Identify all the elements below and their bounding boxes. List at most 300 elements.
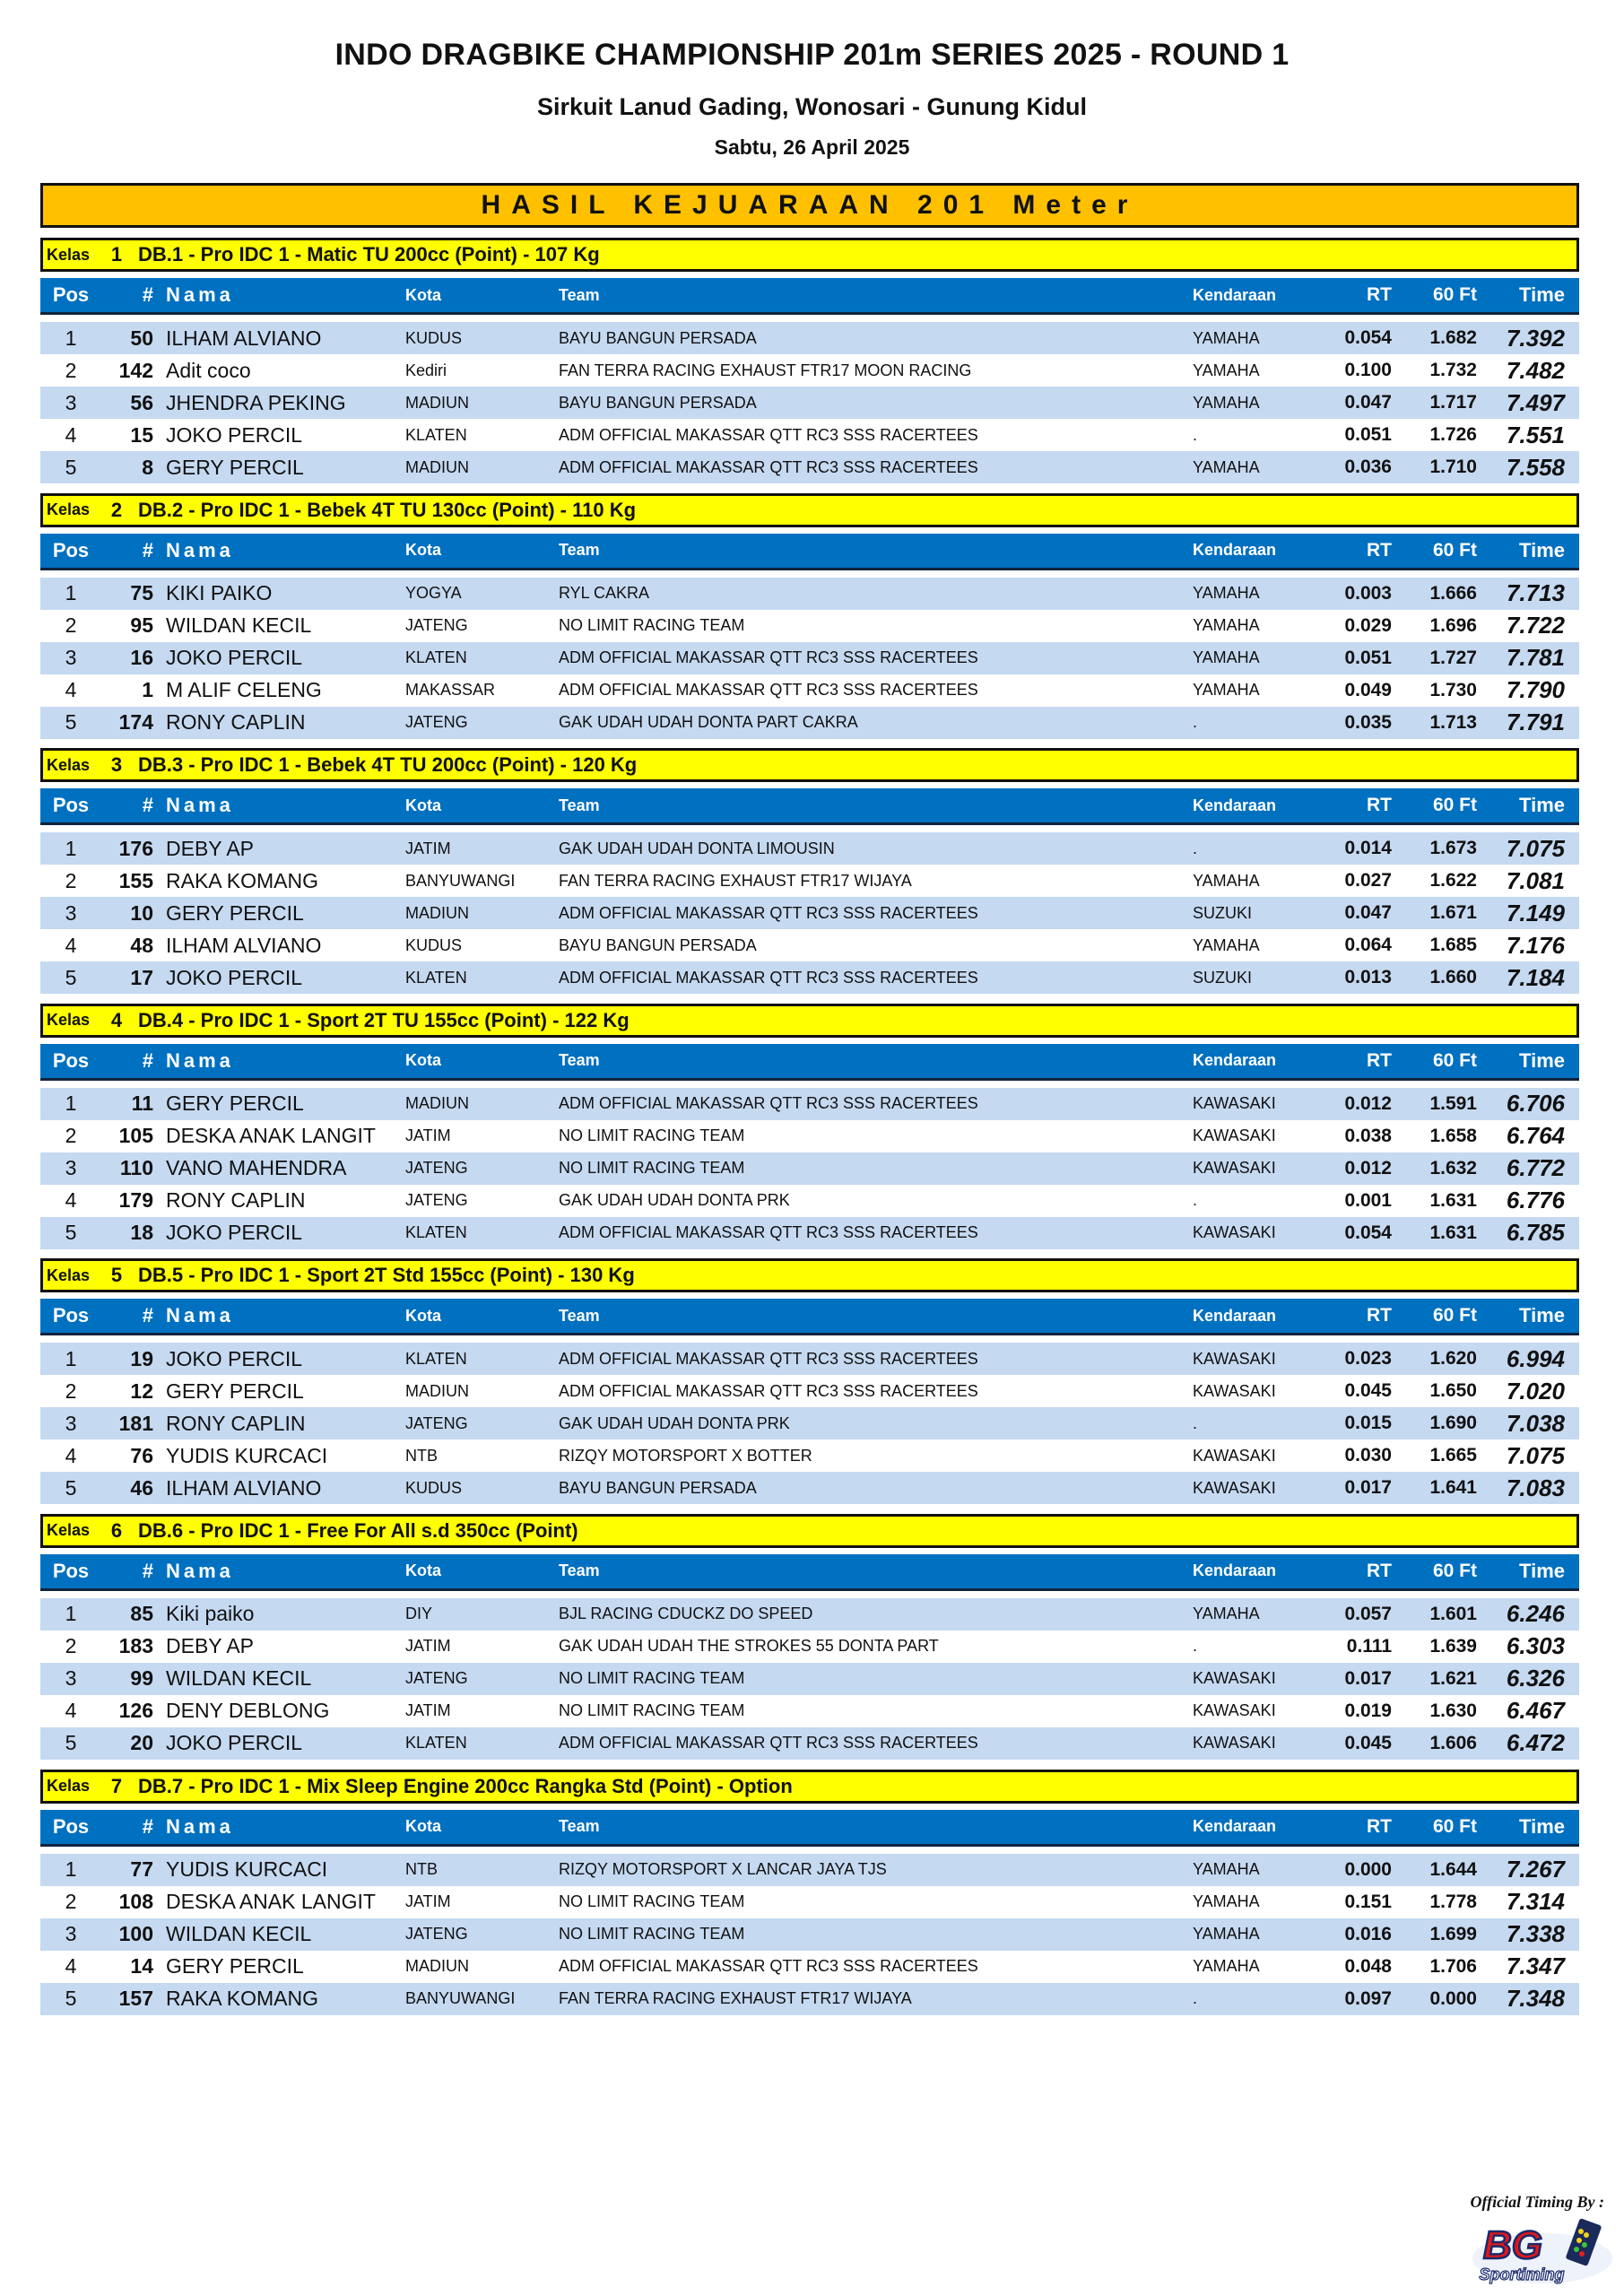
col-pos: Pos: [52, 538, 90, 561]
result-row: [40, 322, 1579, 354]
cell-time: 7.149: [1506, 899, 1565, 926]
cell-60ft: 1.601: [1429, 1603, 1477, 1624]
cell-number: 105: [118, 1124, 153, 1148]
kelas-label: Kelas: [47, 755, 91, 774]
cell-time: 6.326: [1506, 1665, 1565, 1692]
cell-kendaraan: .: [1193, 1191, 1198, 1210]
cell-name: RONY CAPLIN: [166, 1411, 306, 1435]
col-number: #: [142, 1559, 153, 1582]
cell-kota: YOGYA: [405, 584, 462, 603]
col-time: Time: [1519, 1048, 1565, 1072]
cell-kendaraan: YAMAHA: [1193, 584, 1260, 603]
cell-pos: 3: [65, 390, 77, 414]
cell-kota: NTB: [405, 1446, 438, 1465]
cell-team: NO LIMIT RACING TEAM: [559, 1669, 745, 1688]
cell-kendaraan: KAWASAKI: [1193, 1381, 1276, 1400]
class-title-bar: [40, 238, 1579, 272]
cell-time: 7.338: [1506, 1920, 1565, 1948]
result-row: [40, 1375, 1579, 1407]
result-row: [40, 1152, 1579, 1185]
result-rows: [40, 1343, 1579, 1504]
result-row: [40, 674, 1579, 707]
cell-time: 6.303: [1506, 1632, 1565, 1660]
cell-kota: DIY: [405, 1605, 433, 1623]
cell-number: 46: [130, 1475, 153, 1500]
cell-60ft: 1.639: [1429, 1635, 1477, 1657]
result-row: [40, 1343, 1579, 1375]
class-number: 1: [110, 243, 123, 265]
result-row: [40, 610, 1579, 642]
cell-kota: JATIM: [405, 1892, 451, 1911]
cell-time: 7.267: [1506, 1856, 1565, 1883]
cell-pos: 5: [65, 965, 77, 989]
class-title-bar: [40, 493, 1579, 527]
class-number: 5: [110, 1264, 123, 1287]
cell-number: 85: [130, 1602, 153, 1626]
cell-name: JOKO PERCIL: [166, 422, 303, 447]
cell-60ft: 1.732: [1429, 360, 1477, 380]
cell-kendaraan: KAWASAKI: [1193, 1159, 1276, 1178]
cell-time: 7.081: [1506, 866, 1565, 894]
results-sections: [40, 238, 1579, 2024]
cell-name: KIKI PAIKO: [166, 581, 273, 605]
cell-team: GAK UDAH UDAH THE STROKES 55 DONTA PART: [559, 1637, 939, 1656]
cell-pos: 5: [65, 710, 77, 735]
class-number: 3: [110, 753, 123, 777]
result-row: [40, 707, 1579, 739]
cell-60ft: 1.682: [1429, 327, 1477, 348]
cell-number: 157: [118, 1987, 153, 2011]
class-title-bar: [40, 748, 1579, 782]
col-kota: Kota: [405, 1561, 441, 1580]
cell-60ft: 1.632: [1429, 1157, 1477, 1178]
cell-kendaraan: YAMAHA: [1193, 871, 1260, 890]
cell-rt: 0.019: [1344, 1700, 1392, 1721]
cell-team: ADM OFFICIAL MAKASSAR QTT RC3 SSS RACERTEES: [559, 457, 978, 476]
cell-number: 181: [118, 1411, 153, 1435]
cell-name: DEBY AP: [166, 836, 255, 860]
cell-60ft: 1.644: [1429, 1858, 1477, 1880]
cell-team: ADM OFFICIAL MAKASSAR QTT RC3 SSS RACERTEES: [559, 425, 978, 444]
cell-pos: 3: [65, 1411, 77, 1435]
cell-team: NO LIMIT RACING TEAM: [559, 1126, 745, 1145]
col-number: #: [142, 794, 153, 817]
cell-number: 20: [130, 1731, 153, 1755]
cell-pos: 4: [65, 933, 77, 957]
cell-60ft: 1.727: [1429, 647, 1477, 668]
cell-name: DESKA ANAK LANGIT: [166, 1890, 376, 1914]
cell-60ft: 1.699: [1429, 1923, 1477, 1944]
cell-team: NO LIMIT RACING TEAM: [559, 1701, 745, 1720]
col-team: Team: [559, 1561, 600, 1580]
cell-number: 48: [130, 933, 153, 957]
cell-60ft: 1.778: [1429, 1891, 1477, 1912]
result-row: [40, 1886, 1579, 1918]
cell-pos: 4: [65, 1188, 77, 1213]
cell-name: M ALIF CELENG: [166, 678, 322, 702]
result-row: [40, 642, 1579, 674]
col-time: Time: [1519, 794, 1565, 817]
class-number: 4: [110, 1008, 123, 1031]
cell-number: 75: [130, 581, 153, 605]
cell-team: BAYU BANGUN PERSADA: [559, 328, 757, 347]
cell-rt: 0.038: [1344, 1125, 1392, 1146]
cell-kota: JATENG: [405, 616, 468, 635]
cell-60ft: 1.620: [1429, 1348, 1477, 1370]
cell-pos: 1: [65, 1346, 77, 1370]
cell-time: 7.497: [1506, 388, 1565, 416]
cell-time: 7.347: [1506, 1952, 1565, 1980]
cell-60ft: 1.696: [1429, 614, 1477, 636]
cell-rt: 0.051: [1344, 424, 1392, 445]
cell-number: 17: [130, 965, 153, 989]
cell-time: 6.764: [1506, 1122, 1565, 1150]
col-time: Time: [1519, 538, 1565, 561]
cell-name: JOKO PERCIL: [166, 646, 303, 670]
col-number: #: [142, 1814, 153, 1838]
class-section-7: [40, 1770, 1579, 2025]
col-number: #: [142, 1304, 153, 1327]
cell-kendaraan: .: [1193, 1413, 1198, 1432]
cell-time: 7.790: [1506, 676, 1565, 704]
cell-number: 50: [130, 326, 153, 350]
cell-name: Kiki paiko: [166, 1602, 255, 1626]
cell-pos: 1: [65, 1857, 77, 1882]
result-row: [40, 419, 1579, 451]
cell-number: 8: [142, 455, 153, 479]
cell-number: 110: [119, 1156, 153, 1180]
cell-pos: 4: [65, 422, 77, 447]
cell-kota: KUDUS: [405, 1478, 463, 1497]
column-header-row: [40, 1299, 1579, 1335]
cell-rt: 0.049: [1344, 679, 1392, 700]
cell-team: RIZQY MOTORSPORT X LANCAR JAYA TJS: [559, 1860, 887, 1879]
class-section-3: [40, 748, 1579, 1004]
cell-kendaraan: YAMAHA: [1193, 648, 1260, 667]
cell-number: 12: [130, 1378, 153, 1403]
result-rows: [40, 322, 1579, 483]
col-pos: Pos: [52, 1048, 90, 1072]
cell-60ft: 1.710: [1429, 457, 1477, 477]
result-row: [40, 354, 1579, 387]
cell-kendaraan: YAMAHA: [1193, 1605, 1260, 1623]
col-60ft: 60 Ft: [1432, 1305, 1477, 1326]
col-kendaraan: Kendaraan: [1193, 285, 1277, 304]
cell-pos: 4: [65, 1954, 77, 1979]
cell-rt: 0.014: [1344, 838, 1392, 859]
class-title: DB.5 - Pro IDC 1 - Sport 2T Std 155cc (Point) - 130 Kg: [138, 1264, 635, 1287]
cell-name: WILDAN KECIL: [166, 1922, 312, 1946]
cell-kendaraan: .: [1193, 1637, 1198, 1656]
cell-pos: 2: [65, 868, 77, 892]
cell-team: ADM OFFICIAL MAKASSAR QTT RC3 SSS RACERTEES: [559, 1734, 978, 1752]
cell-rt: 0.054: [1344, 1222, 1392, 1243]
col-rt: RT: [1367, 1560, 1392, 1581]
cell-name: JOKO PERCIL: [166, 965, 303, 989]
logo-bg-text: BG: [1483, 2223, 1542, 2267]
col-kota: Kota: [405, 796, 441, 814]
cell-kota: MAKASSAR: [405, 681, 496, 700]
cell-name: Adit coco: [166, 358, 251, 382]
cell-time: 7.791: [1506, 709, 1565, 736]
cell-time: 7.083: [1506, 1474, 1565, 1501]
cell-number: 10: [130, 900, 153, 925]
cell-pos: 2: [65, 1890, 77, 1914]
cell-name: DEBY AP: [166, 1634, 255, 1658]
cell-time: 7.075: [1506, 834, 1565, 862]
kelas-label: Kelas: [47, 500, 91, 519]
col-kendaraan: Kendaraan: [1193, 541, 1277, 560]
result-row: [40, 1598, 1579, 1631]
cell-kota: MADIUN: [405, 903, 469, 922]
class-title: DB.7 - Pro IDC 1 - Mix Sleep Engine 200cc Rangka Std (Point) - Option: [138, 1774, 793, 1797]
cell-rt: 0.054: [1344, 327, 1392, 348]
cell-number: 183: [118, 1634, 153, 1658]
result-row: [40, 1983, 1579, 2015]
logo-sportiming-text: Sportiming: [1479, 2266, 1565, 2283]
cell-time: 7.558: [1506, 453, 1565, 481]
cell-pos: 3: [65, 1156, 77, 1180]
cell-time: 7.722: [1506, 612, 1565, 639]
cell-pos: 5: [65, 455, 77, 479]
cell-60ft: 1.591: [1429, 1092, 1477, 1114]
col-kota: Kota: [405, 285, 441, 304]
cell-kota: JATIM: [405, 1701, 451, 1720]
col-number: #: [142, 538, 153, 561]
col-time: Time: [1519, 283, 1565, 306]
col-pos: Pos: [52, 794, 90, 817]
cell-name: RAKA KOMANG: [166, 868, 318, 892]
cell-team: ADM OFFICIAL MAKASSAR QTT RC3 SSS RACERTEES: [559, 681, 978, 700]
col-rt: RT: [1367, 539, 1392, 561]
cell-60ft: 1.660: [1429, 967, 1477, 988]
cell-rt: 0.013: [1344, 967, 1392, 988]
col-time: Time: [1519, 1814, 1565, 1838]
result-row: [40, 451, 1579, 483]
result-row: [40, 1185, 1579, 1217]
column-header-row: [40, 1044, 1579, 1081]
cell-pos: 1: [65, 326, 77, 350]
cell-rt: 0.045: [1344, 1380, 1392, 1402]
col-team: Team: [559, 1817, 600, 1836]
result-row: [40, 961, 1579, 994]
class-title-bar: [40, 1770, 1579, 1804]
result-row: [40, 1631, 1579, 1663]
cell-name: VANO MAHENDRA: [166, 1156, 347, 1180]
result-row: [40, 1472, 1579, 1504]
cell-team: FAN TERRA RACING EXHAUST FTR17 WIJAYA: [559, 871, 912, 890]
cell-name: GERY PERCIL: [166, 1091, 304, 1116]
result-row: [40, 1120, 1579, 1152]
cell-team: RIZQY MOTORSPORT X BOTTER: [559, 1446, 812, 1465]
class-title-bar: [40, 1514, 1579, 1548]
cell-team: GAK UDAH UDAH DONTA LIMOUSIN: [559, 839, 835, 857]
cell-team: NO LIMIT RACING TEAM: [559, 1925, 745, 1944]
cell-time: 6.472: [1506, 1729, 1565, 1757]
cell-kota: JATENG: [405, 1669, 468, 1688]
col-name: Nama: [166, 283, 234, 306]
cell-number: 76: [130, 1443, 153, 1467]
result-row: [40, 387, 1579, 419]
cell-kendaraan: KAWASAKI: [1193, 1349, 1276, 1368]
class-section-1: [40, 238, 1579, 493]
cell-kendaraan: SUZUKI: [1193, 968, 1253, 987]
cell-number: 126: [118, 1699, 153, 1723]
result-row: [40, 1439, 1579, 1472]
cell-team: ADM OFFICIAL MAKASSAR QTT RC3 SSS RACERTEES: [559, 968, 978, 987]
col-60ft: 60 Ft: [1432, 539, 1477, 561]
cell-pos: 1: [65, 836, 77, 860]
cell-team: ADM OFFICIAL MAKASSAR QTT RC3 SSS RACERTEES: [559, 1223, 978, 1242]
cell-60ft: 1.685: [1429, 935, 1477, 956]
cell-team: ADM OFFICIAL MAKASSAR QTT RC3 SSS RACERTEES: [559, 903, 978, 922]
cell-time: 7.348: [1506, 1985, 1565, 2013]
cell-name: DENY DEBLONG: [166, 1699, 330, 1723]
col-name: Nama: [166, 1559, 234, 1582]
cell-name: ILHAM ALVIANO: [166, 933, 322, 957]
cell-pos: 2: [65, 1378, 77, 1403]
cell-60ft: 0.000: [1429, 1987, 1477, 2009]
cell-time: 6.246: [1506, 1600, 1565, 1628]
cell-kendaraan: YAMAHA: [1193, 1957, 1260, 1976]
cell-rt: 0.097: [1344, 1987, 1392, 2009]
cell-time: 6.994: [1506, 1344, 1565, 1372]
cell-pos: 3: [65, 646, 77, 670]
cell-pos: 3: [65, 900, 77, 925]
col-60ft: 60 Ft: [1432, 284, 1477, 305]
cell-60ft: 1.622: [1429, 870, 1477, 891]
cell-rt: 0.012: [1344, 1157, 1392, 1178]
cell-time: 7.781: [1506, 644, 1565, 672]
cell-pos: 2: [65, 1124, 77, 1148]
cell-60ft: 1.658: [1429, 1125, 1477, 1146]
cell-60ft: 1.630: [1429, 1700, 1477, 1721]
col-name: Nama: [166, 1304, 234, 1327]
cell-kendaraan: KAWASAKI: [1193, 1669, 1276, 1688]
column-header-row: [40, 534, 1579, 570]
class-title: DB.3 - Pro IDC 1 - Bebek 4T TU 200cc (Point) - 120 Kg: [138, 753, 638, 777]
cell-number: 142: [118, 358, 153, 382]
col-kendaraan: Kendaraan: [1193, 1561, 1277, 1580]
cell-team: ADM OFFICIAL MAKASSAR QTT RC3 SSS RACERTEES: [559, 1349, 978, 1368]
cell-time: 6.467: [1506, 1697, 1565, 1725]
cell-pos: 2: [65, 1634, 77, 1658]
class-title: DB.2 - Pro IDC 1 - Bebek 4T TU 130cc (Point) - 110 Kg: [138, 498, 637, 521]
col-kota: Kota: [405, 1306, 441, 1325]
cell-time: 7.713: [1506, 579, 1565, 607]
kelas-label: Kelas: [47, 1265, 91, 1284]
class-section-6: [40, 1514, 1579, 1770]
cell-60ft: 1.641: [1429, 1477, 1477, 1499]
cell-team: NO LIMIT RACING TEAM: [559, 616, 745, 635]
col-kendaraan: Kendaraan: [1193, 796, 1277, 814]
result-row: [40, 578, 1579, 610]
cell-number: 174: [118, 710, 153, 735]
cell-time: 7.075: [1506, 1441, 1565, 1469]
col-pos: Pos: [52, 1559, 90, 1582]
class-section-4: [40, 1004, 1579, 1259]
cell-name: GERY PERCIL: [166, 455, 304, 479]
cell-pos: 2: [65, 358, 77, 382]
cell-kota: JATIM: [405, 1126, 451, 1145]
venue-subtitle: Sirkuit Lanud Gading, Wonosari - Gunung Kidul: [537, 93, 1087, 120]
cell-kendaraan: KAWASAKI: [1193, 1094, 1276, 1113]
cell-number: 18: [130, 1221, 153, 1245]
class-number: 6: [110, 1518, 123, 1542]
cell-rt: 0.017: [1344, 1667, 1392, 1689]
column-header-row: [40, 278, 1579, 315]
event-date: Sabtu, 26 April 2025: [714, 135, 910, 159]
col-kota: Kota: [405, 1817, 441, 1836]
cell-kota: MADIUN: [405, 1094, 469, 1113]
result-rows: [40, 1088, 1579, 1249]
cell-kota: KLATEN: [405, 1734, 467, 1752]
cell-name: WILDAN KECIL: [166, 1666, 312, 1691]
cell-kota: MADIUN: [405, 1957, 469, 1976]
col-rt: RT: [1367, 1049, 1392, 1071]
cell-team: NO LIMIT RACING TEAM: [559, 1892, 745, 1911]
cell-60ft: 1.606: [1429, 1732, 1477, 1753]
cell-kota: NTB: [405, 1860, 438, 1879]
cell-kota: KLATEN: [405, 648, 467, 667]
cell-team: BAYU BANGUN PERSADA: [559, 393, 757, 412]
cell-kendaraan: YAMAHA: [1193, 935, 1260, 954]
cell-pos: 1: [65, 1091, 77, 1116]
cell-60ft: 1.690: [1429, 1413, 1477, 1434]
cell-rt: 0.036: [1344, 457, 1392, 477]
cell-number: 99: [130, 1666, 153, 1691]
cell-kota: MADIUN: [405, 457, 469, 476]
cell-rt: 0.057: [1344, 1603, 1392, 1624]
cell-rt: 0.047: [1344, 392, 1392, 413]
cell-kendaraan: .: [1193, 425, 1198, 444]
cell-pos: 4: [65, 678, 77, 702]
cell-team: BAYU BANGUN PERSADA: [559, 935, 757, 954]
result-row: [40, 1407, 1579, 1439]
col-pos: Pos: [52, 1304, 90, 1327]
cell-name: GERY PERCIL: [166, 900, 304, 925]
cell-team: GAK UDAH UDAH DONTA PART CAKRA: [559, 713, 858, 732]
cell-team: BJL RACING CDUCKZ DO SPEED: [559, 1605, 813, 1623]
cell-number: 1: [142, 678, 153, 702]
cell-team: BAYU BANGUN PERSADA: [559, 1478, 757, 1497]
cell-kendaraan: YAMAHA: [1193, 616, 1260, 635]
cell-kendaraan: YAMAHA: [1193, 457, 1260, 476]
result-row: [40, 865, 1579, 897]
cell-number: 179: [118, 1188, 153, 1213]
cell-time: 6.776: [1506, 1187, 1565, 1214]
cell-60ft: 1.706: [1429, 1955, 1477, 1977]
cell-rt: 0.151: [1344, 1891, 1392, 1912]
result-row: [40, 832, 1579, 865]
cell-kendaraan: KAWASAKI: [1193, 1701, 1276, 1720]
cell-number: 16: [130, 646, 153, 670]
col-team: Team: [559, 1051, 600, 1070]
col-rt: RT: [1367, 284, 1392, 305]
cell-kota: MADIUN: [405, 393, 469, 412]
col-60ft: 60 Ft: [1432, 1815, 1477, 1837]
cell-number: 100: [118, 1922, 153, 1946]
col-team: Team: [559, 796, 600, 814]
col-team: Team: [559, 285, 600, 304]
cell-kota: JATIM: [405, 839, 451, 857]
bg-sportiming-logo: [1457, 2215, 1614, 2287]
cell-rt: 0.047: [1344, 902, 1392, 924]
cell-rt: 0.012: [1344, 1092, 1392, 1114]
cell-number: 95: [130, 613, 153, 638]
class-section-2: [40, 493, 1579, 749]
col-team: Team: [559, 1306, 600, 1325]
